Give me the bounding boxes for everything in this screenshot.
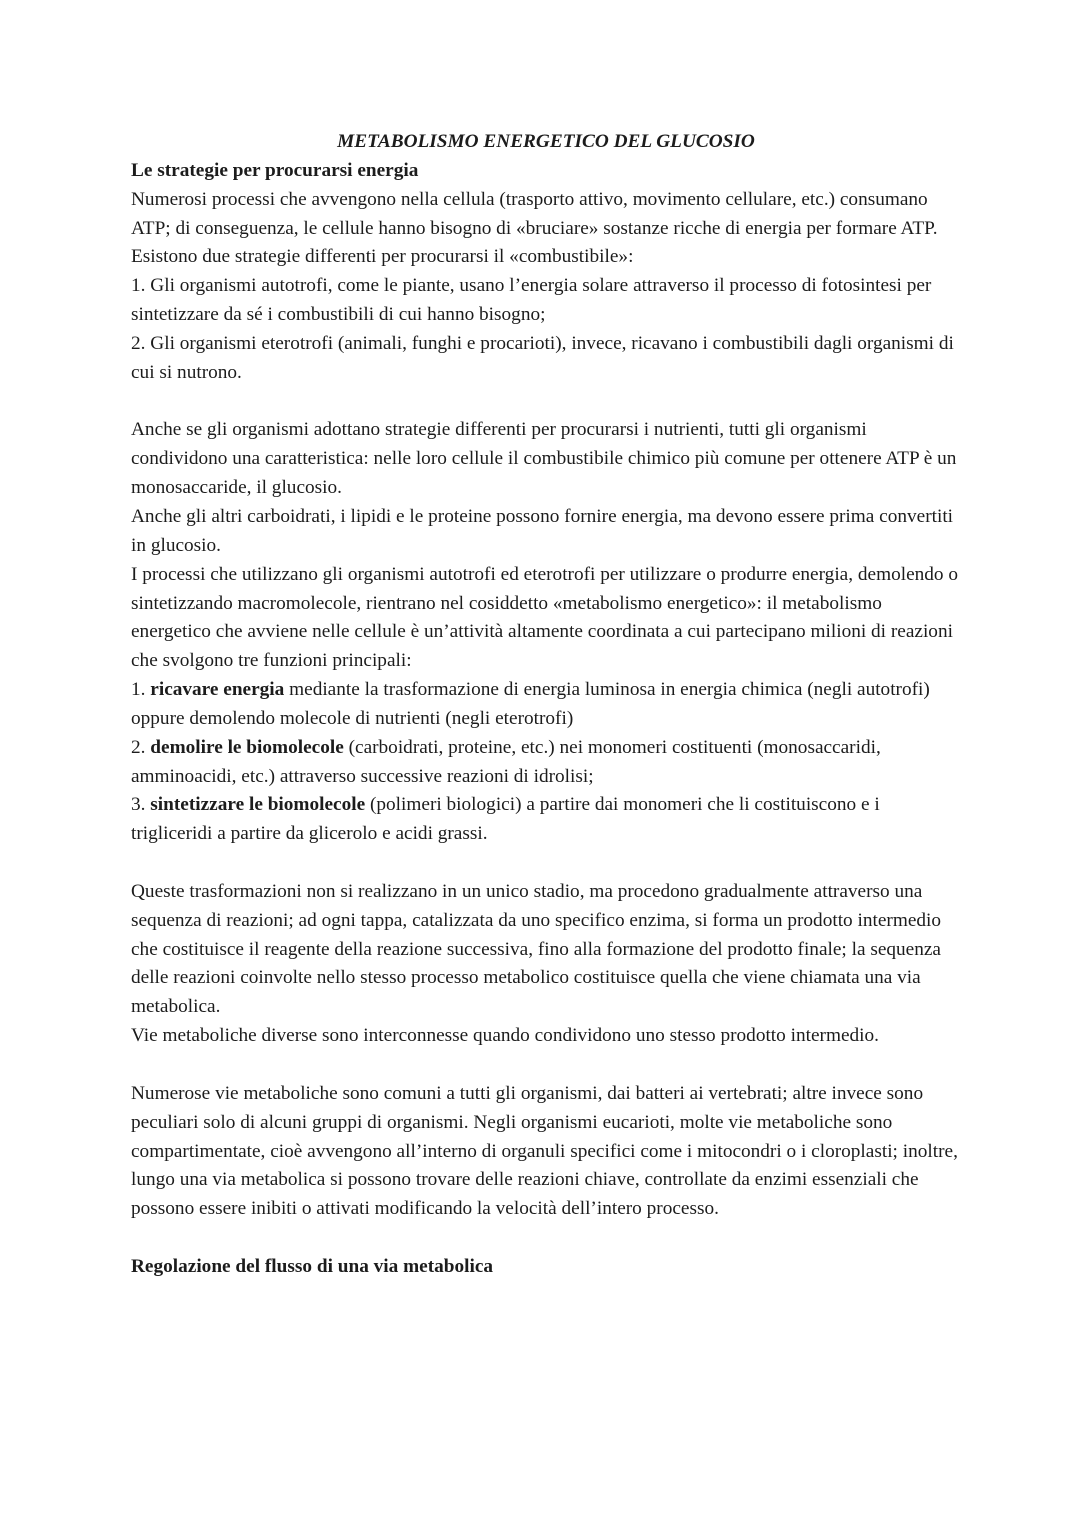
section-heading-strategies: Le strategie per procurarsi energia bbox=[131, 159, 419, 181]
paragraph-two-strategies: Esistono due strategie differenti per procurarsi il «combustibile»: bbox=[131, 246, 634, 268]
function-item-synthesize bbox=[131, 791, 961, 849]
paragraph-spacer bbox=[131, 1224, 961, 1253]
function-term: sintetizzare le biomolecole bbox=[150, 794, 366, 816]
function-number: 3. bbox=[131, 794, 151, 816]
section-heading-regulation: Regolazione del flusso di una via metabolica bbox=[131, 1255, 494, 1277]
paragraph-atp-consumption: Numerosi processi che avvengono nella cellula (trasporto attivo, movimento cellulare, etc.) consumano ATP; di conseguenza, le cellule hanno bisogno di «bruciare» sostanze ricche di energia per formare ATP. bbox=[131, 188, 938, 239]
function-item-demolish bbox=[131, 734, 961, 792]
function-term: ricavare energia bbox=[150, 679, 285, 701]
document-title: METABOLISMO ENERGETICO DEL GLUCOSIO bbox=[337, 131, 755, 152]
document-page bbox=[131, 128, 961, 1282]
paragraph-energy-metabolism: I processi che utilizzano gli organismi autotrofi ed eterotrofi per utilizzare o produrre energia, demolendo o sintetizzando macromolecole, rientrano nel cosiddetto «metabolismo energetico»: il metabolismo energetico che avviene nelle cellule è un’attività altamente coordinata a cui partecipano milioni di reazioni che svolgono tre funzioni principali: bbox=[131, 563, 959, 672]
paragraph-glucose-common: Anche se gli organismi adottano strategie differenti per procurarsi i nutrienti, tutti gli organismi condividono una caratteristica: nelle loro cellule il combustibile chimico più comune per ottenere ATP è un monosaccaride, il glucosio. bbox=[131, 419, 957, 499]
function-term: demolire le biomolecole bbox=[150, 736, 344, 758]
list-item-heterotrophs: 2. Gli organismi eterotrofi (animali, funghi e procarioti), invece, ricavano i combustibili dagli organismi di cui si nutrono. bbox=[131, 332, 954, 383]
paragraph-spacer bbox=[131, 849, 961, 878]
list-item-autotrophs: 1. Gli organismi autotrofi, come le piante, usano l’energia solare attraverso il processo di fotosintesi per sintetizzare da sé i combustibili di cui hanno bisogno; bbox=[131, 275, 932, 326]
paragraph-spacer bbox=[131, 1051, 961, 1080]
paragraph-spacer bbox=[131, 388, 961, 417]
paragraph-other-nutrients: Anche gli altri carboidrati, i lipidi e le proteine possono fornire energia, ma devono essere prima convertiti in glucosio. bbox=[131, 505, 954, 556]
function-number: 1. bbox=[131, 679, 151, 701]
function-description: (polimeri biologici) a partire dai monomeri che li costituiscono e i trigliceridi a partire da glicerolo e acidi grassi. bbox=[131, 794, 880, 845]
paragraph-interconnected-pathways: Vie metaboliche diverse sono interconnesse quando condividono uno stesso prodotto intermedio. bbox=[131, 1025, 879, 1047]
paragraph-gradual-transformations: Queste trasformazioni non si realizzano in un unico stadio, ma procedono gradualmente attraverso una sequenza di reazioni; ad ogni tappa, catalizzata da uno specifico enzima, si forma un prodotto intermedio che costituisce il reagente della reazione successiva, fino alla formazione del prodotto finale; la sequenza delle reazioni coinvolte nello stesso processo metabolico costituisce quella che viene chiamata una via metabolica. bbox=[131, 880, 942, 1018]
paragraph-common-pathways: Numerose vie metaboliche sono comuni a tutti gli organismi, dai batteri ai vertebrati; altre invece sono peculiari solo di alcuni gruppi di organismi. Negli organismi eucarioti, molte vie metaboliche sono compartimentate, cioè avvengono all’interno di organuli specifici come i mitocondri o i cloroplasti; inoltre, lungo una via metabolica si possono trovare delle reazioni chiave, controllate da enzimi essenziali che possono essere inibiti o attivati modificando la velocità dell’intero processo. bbox=[131, 1082, 958, 1220]
function-description: mediante la trasformazione di energia luminosa in energia chimica (negli autotrofi) oppure demolendo molecole di nutrienti (negli eterotrofi) bbox=[131, 679, 930, 729]
function-number: 2. bbox=[131, 736, 151, 758]
function-description: (carboidrati, proteine, etc.) nei monomeri costituenti (monosaccaridi, amminoacidi, etc.) attraverso successive reazioni di idrolisi; bbox=[131, 736, 881, 787]
function-item-obtain-energy bbox=[131, 676, 961, 734]
